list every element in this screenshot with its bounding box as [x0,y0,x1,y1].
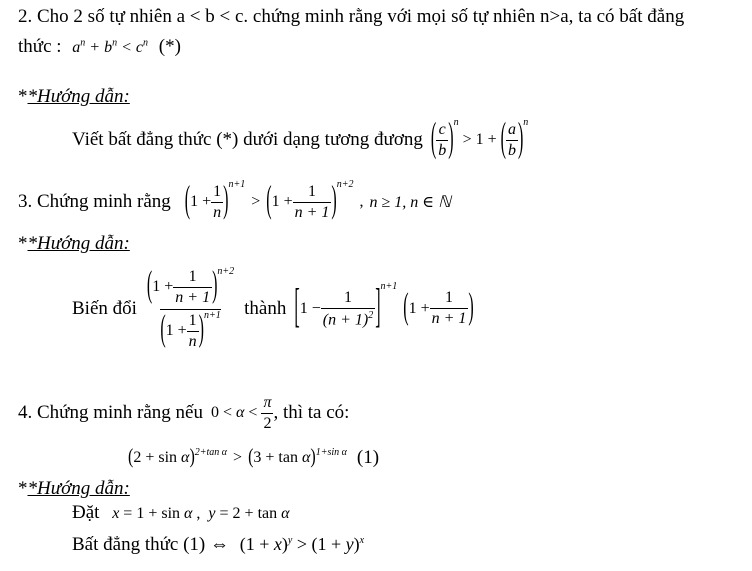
hint-label-2: **Hướng dẫn: [18,86,130,107]
hint-3-result: [ 1 − $\frac{1}{(n + 1)^2}$ ] $^{n+1}$ ( 1 + $\frac{1}{n + 1}$ ) [294,281,474,333]
star-label: (*) [158,36,181,57]
problem-3-line [18,176,451,228]
bien-doi-label: Biến đổi [72,298,137,319]
hint-2-line [72,112,528,168]
problem-2-line1: 2. Cho 2 số tự nhiên a < b < c. chứng minh rằng với mọi số tự nhiên n>a, ta có bất đẳng [18,6,685,27]
hint-label-4: **Hướng dẫn: [18,478,130,499]
problem-4-equation [128,440,379,476]
hint-3-line [72,256,474,362]
hint-4-line2 [72,534,364,556]
problem-4-condition: 0 < α < $\frac{\pi}{2}$ [210,393,272,432]
problem-4-line [18,388,349,438]
problem-2-line2 [18,36,181,58]
problem-4-tail: , thì ta có: [273,402,350,423]
equivalent-form: $(1 + x)^y > (1 + y)^x$ [239,534,365,554]
substitution: x = 1 + sin α , y = 2 + tan α [112,505,290,522]
equation-number: (1) [356,447,380,468]
hint-4-line1 [72,502,290,524]
problem-3-condition: n ≥ 1, n ∈ ℕ [369,194,451,211]
thuc-label: thức : [18,36,62,57]
hint-3-fraction: ( 1 + $\frac{1}{n + 1}$ ) $^{n+2}$ ( 1 + $\frac{1}{n}$ ) $^{n+1}$ [146,265,235,350]
bdt-label: Bất đẳng thức (1) ⇔ [72,534,229,555]
thanh-label: thành [244,298,287,319]
hint-2-text: Viết bất đẳng thức (*) dưới dạng tương đương [72,129,423,150]
formula-star: $a^n + b^n < c^n$ [72,37,148,56]
hint-2-formula: ( $\frac{c}{b}$ ) $^n$ > 1 + ( $\frac{a}{b}$ ) $^n$ [430,116,529,161]
equation-1: ( 2 + sin α ) $^{2+tan \alpha}$ > ( 3 + tan α ) $^{1+sin \alpha}$ [128,446,347,469]
problem-3-text: 3. Chứng minh rằng [18,191,171,212]
problem-4-text: 4. Chứng minh rằng nếu [18,402,203,423]
hint-label-3: **Hướng dẫn: [18,233,130,254]
dat-label: Đặt [72,502,100,523]
problem-3-formula: ( 1 + $\frac{1}{n}$ ) $^{n+1}$ > ( 1 + $\frac{1}{n + 1}$ ) $^{n+2}$ , [184,178,364,222]
